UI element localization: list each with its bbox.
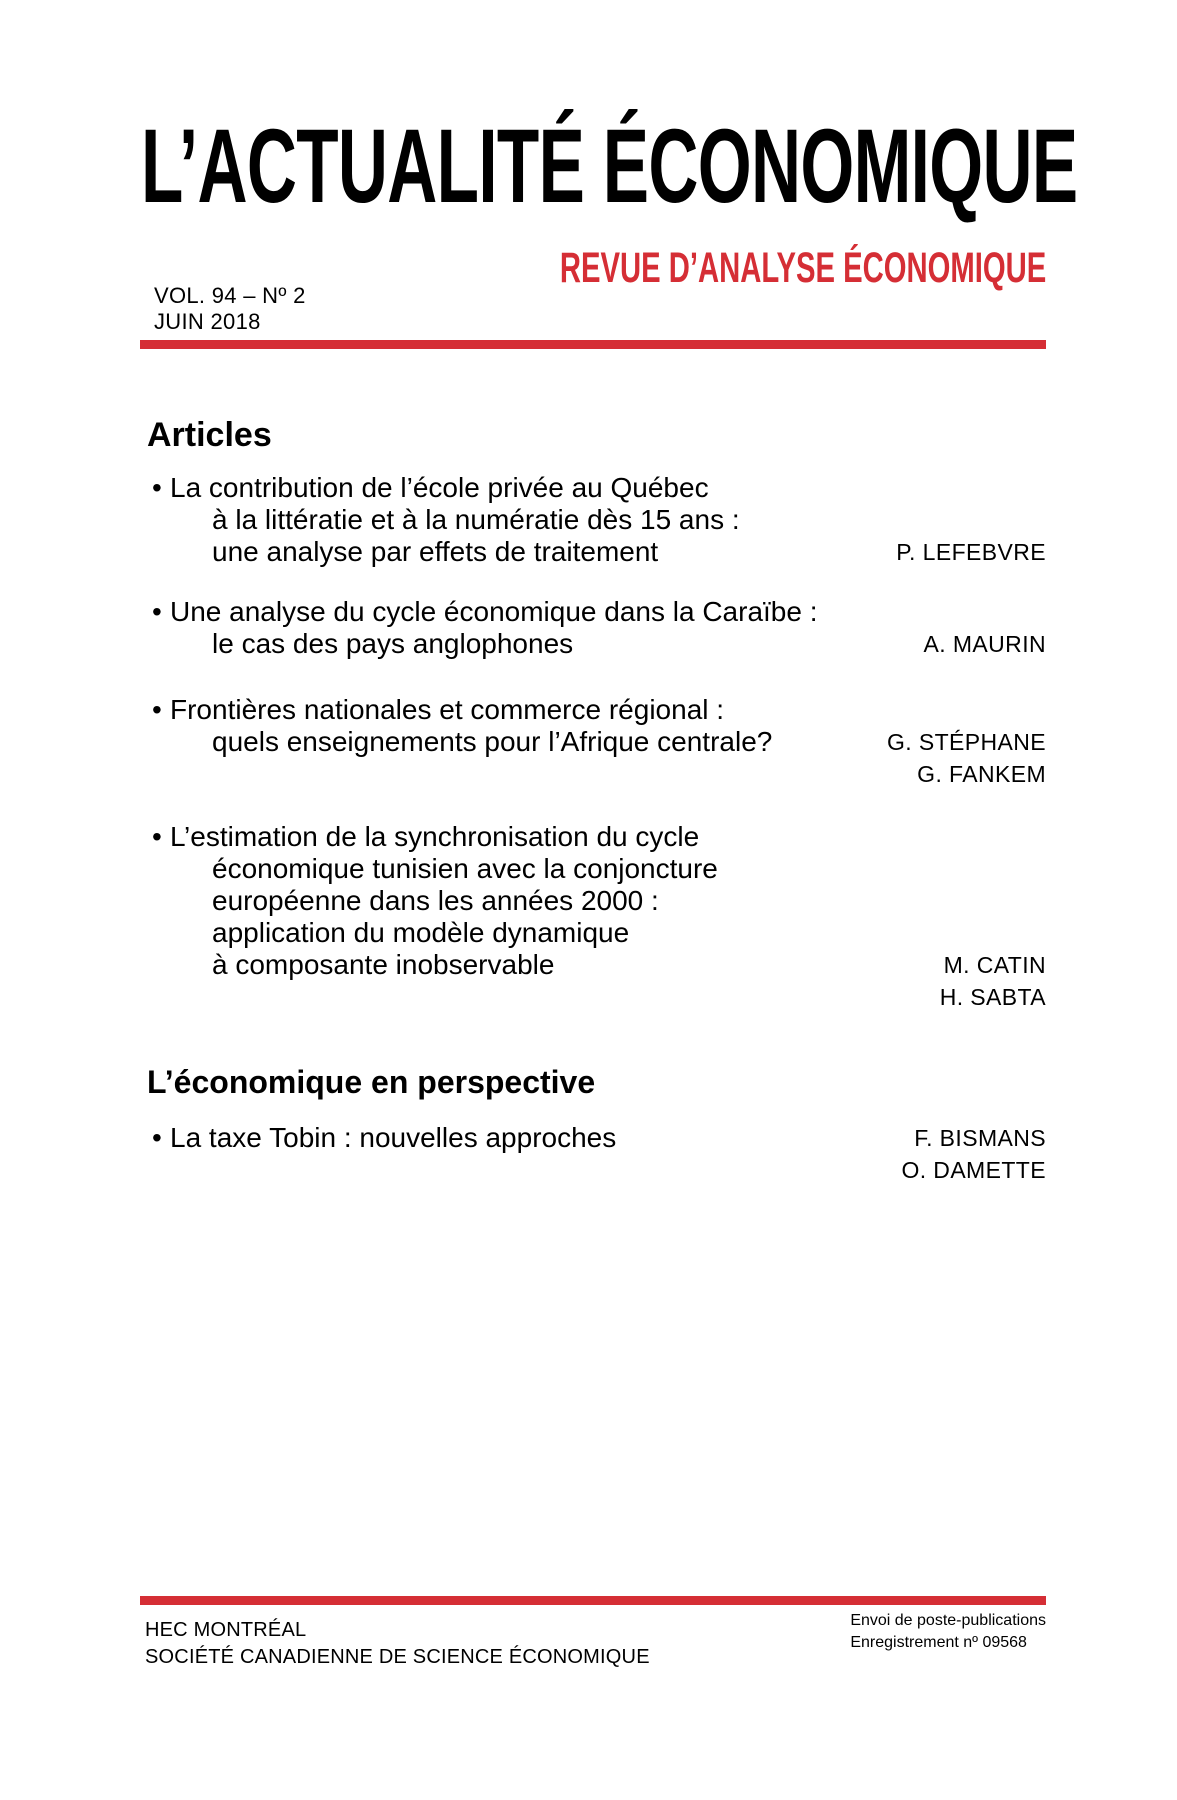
article-title-text: La contribution de l’école privée au Québec xyxy=(170,472,709,503)
mailing-line: Enregistrement nº 09568 xyxy=(850,1634,1027,1651)
author-name: A. MAURIN xyxy=(923,631,1046,657)
bullet-icon: • xyxy=(152,596,162,627)
article-title-line xyxy=(147,472,896,504)
article-authors xyxy=(924,628,1046,660)
article-authors xyxy=(896,536,1046,568)
article-title xyxy=(147,694,887,758)
author-name: P. LEFEBVRE xyxy=(896,539,1046,565)
volume-info xyxy=(154,283,306,335)
author-name: M. CATIN xyxy=(943,952,1046,978)
publisher-line: HEC MONTRÉAL xyxy=(145,1619,307,1641)
author-name: O. DAMETTE xyxy=(901,1157,1046,1183)
publisher-line: SOCIÉTÉ CANADIENNE DE SCIENCE ÉCONOMIQUE xyxy=(145,1646,650,1668)
article-title-line: économique tunisien avec la conjoncture xyxy=(212,853,718,884)
article-authors xyxy=(887,726,1046,790)
journal-title: L’ACTUALITÉ ÉCONOMIQUE xyxy=(141,108,1078,225)
author-name: F. BISMANS xyxy=(914,1125,1046,1151)
table-of-contents xyxy=(147,416,1046,1183)
article-authors xyxy=(940,949,1046,1013)
article-title-text: Une analyse du cycle économique dans la Caraïbe : xyxy=(170,596,818,627)
mailing-info xyxy=(850,1610,1046,1654)
article-title-line xyxy=(147,1122,901,1154)
toc-entry xyxy=(147,596,1046,660)
article-title xyxy=(147,1122,901,1154)
article-title-line: européenne dans les années 2000 : xyxy=(212,885,659,916)
toc-entry xyxy=(147,821,1046,1010)
toc-entry xyxy=(147,694,1046,787)
article-title xyxy=(147,596,924,660)
article-title-text: La taxe Tobin : nouvelles approches xyxy=(170,1122,617,1153)
article-title xyxy=(147,472,896,568)
article-title-line: à composante inobservable xyxy=(212,949,555,980)
article-title-line: application du modèle dynamique xyxy=(212,917,630,948)
issue-date: JUIN 2018 xyxy=(154,309,261,334)
volume-number: VOL. 94 – Nº 2 xyxy=(154,283,306,308)
author-name: G. STÉPHANE xyxy=(886,729,1046,755)
article-title xyxy=(147,821,940,981)
mailing-line: Envoi de poste-publications xyxy=(850,1612,1046,1629)
journal-subtitle: REVUE D’ANALYSE ÉCONOMIQUE xyxy=(559,244,1046,292)
author-name: G. FANKEM xyxy=(917,761,1046,787)
article-title-line xyxy=(147,821,940,853)
bullet-icon: • xyxy=(152,1122,162,1153)
article-title-line: le cas des pays anglophones xyxy=(212,628,574,659)
article-title-line xyxy=(147,596,924,628)
bottom-red-rule xyxy=(140,1596,1046,1605)
toc-entry xyxy=(147,472,1046,568)
article-title-line: quels enseignements pour l’Afrique centrale? xyxy=(212,726,773,757)
article-title-line: une analyse par effets de traitement xyxy=(212,536,659,567)
bullet-icon: • xyxy=(152,821,162,852)
section-heading: L’économique en perspective xyxy=(147,1064,596,1100)
bullet-icon: • xyxy=(152,472,162,503)
article-authors xyxy=(901,1122,1046,1186)
author-name: H. SABTA xyxy=(939,984,1046,1010)
article-title-line xyxy=(147,694,887,726)
top-red-rule xyxy=(140,340,1046,349)
publisher-info xyxy=(145,1617,650,1671)
article-title-line: à la littératie et à la numératie dès 15 ans : xyxy=(212,504,740,535)
bullet-icon: • xyxy=(152,694,162,725)
section-heading: Articles xyxy=(147,416,272,454)
article-title-text: Frontières nationales et commerce régional : xyxy=(170,694,725,725)
toc-entry xyxy=(147,1122,1046,1183)
article-title-text: L’estimation de la synchronisation du cycle xyxy=(170,821,700,852)
